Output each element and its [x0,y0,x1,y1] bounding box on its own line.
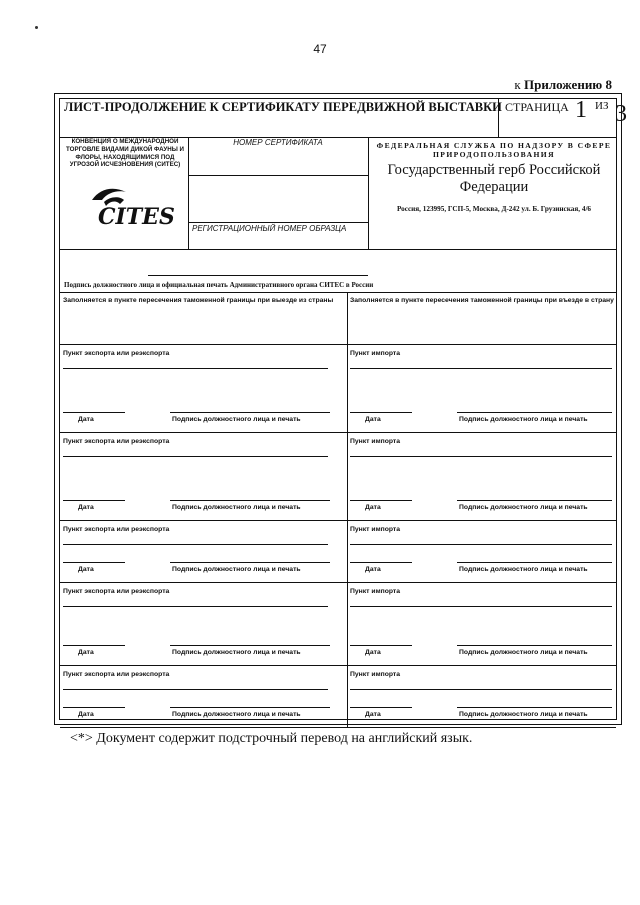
official-signature-label: Подпись должностного лица и печать [172,711,301,718]
page-number: 47 [313,42,327,56]
scan-speck [35,26,38,29]
endorsement-block [60,344,616,433]
appendix-reference [514,77,612,93]
official-signature-label: Подпись должностного лица и печать [172,416,301,423]
date-label: Дата [78,566,94,573]
import-point-line [350,368,612,369]
page-label: СТРАНИЦА [505,100,569,114]
import-column-header [347,292,616,345]
import-point-line [350,689,612,690]
official-signature-label: Подпись должностного лица и печать [459,416,588,423]
export-point-label: Пункт экспорта или реэкспорта [63,588,170,595]
divider [188,175,368,176]
appendix-prefix: к [514,77,521,92]
import-endorsement [347,344,616,432]
import-endorsement [347,665,616,727]
date-label: Дата [78,711,94,718]
import-point-label: Пункт импорта [350,438,401,445]
export-point-label: Пункт экспорта или реэкспорта [63,526,170,533]
endorsement-block [60,520,616,583]
certificate-number-label: НОМЕР СЕРТИФИКАТА [233,138,323,147]
authority-address: Россия, 123995, ГСП-5, Москва, Д-242 ул. Б. Грузинская, 4/6 [396,205,592,213]
signature-line [170,645,330,646]
date-line [63,562,125,563]
official-signature-label: Подпись должностного лица и печать [172,566,301,573]
date-label: Дата [365,416,381,423]
certificate-form [54,93,627,725]
official-signature-label: Подпись должностного лица и печать [459,649,588,656]
authority-signature-label: Подпись должностного лица и официальная печать Административного органа СИТЕС в России [64,281,374,289]
endorsement-block [60,665,616,728]
endorsement-block [60,582,616,666]
export-column-header [60,292,348,345]
import-point-line [350,456,612,457]
date-line [350,412,412,413]
title-row [60,99,502,138]
appendix-label: Приложению 8 [524,77,612,92]
footnote: <*> Документ содержит подстрочный перевод на английский язык. [70,731,473,746]
date-label: Дата [365,504,381,511]
export-point-line [63,456,328,457]
convention-text: КОНВЕНЦИЯ О МЕЖДУНАРОДНОЙ ТОРГОВЛЕ ВИДАМИ ДИКОЙ ФАУНЫ И ФЛОРЫ, НАХОДЯЩИМИСЯ ПОД УГРОЗОЙ ИСЧЕЗНОВЕНИЯ (СИТЕС) [66,138,184,169]
svg-text:CITES: CITES [98,204,175,230]
date-line [350,500,412,501]
export-point-label: Пункт экспорта или реэкспорта [63,671,170,678]
date-line [63,412,125,413]
date-line [350,707,412,708]
import-point-line [350,606,612,607]
date-label: Дата [78,504,94,511]
export-point-label: Пункт экспорта или реэкспорта [63,350,170,357]
date-label: Дата [365,649,381,656]
page-counter [498,97,627,138]
import-endorsement [347,520,616,582]
page-current: 1 [575,97,587,123]
export-endorsement [60,665,348,727]
page-total: 3 [615,101,627,127]
signature-line [170,562,330,563]
official-signature-label: Подпись должностного лица и печать [459,566,588,573]
endorsement-block [60,432,616,521]
import-point-label: Пункт импорта [350,526,401,533]
registration-number-label: РЕГИСТРАЦИОННЫЙ НОМЕР ОБРАЗЦА [192,224,347,233]
date-label: Дата [78,416,94,423]
header-section [60,137,616,250]
signature-line [170,707,330,708]
official-signature-label: Подпись должностного лица и печать [172,504,301,511]
import-header-text: Заполняется в пункте пересечения таможенной границы при въезде в страну [350,297,614,304]
date-line [63,645,125,646]
federal-service-name: ФЕДЕРАЛЬНАЯ СЛУЖБА ПО НАДЗОРУ В СФЕРЕ ПРИРОДОПОЛЬЗОВАНИЯ [376,141,612,160]
export-endorsement [60,344,348,432]
signature-line [457,412,612,413]
import-point-line [350,544,612,545]
coat-of-arms-placeholder: Государственный герб Российской Федерации [387,162,601,196]
import-point-label: Пункт импорта [350,350,401,357]
signature-line [170,412,330,413]
import-endorsement [347,582,616,665]
signature-line [170,500,330,501]
official-signature-label: Подпись должностного лица и печать [459,711,588,718]
export-point-line [63,689,328,690]
date-line [63,707,125,708]
export-point-line [63,606,328,607]
cites-logo [90,184,175,230]
divider [188,222,368,223]
export-point-line [63,544,328,545]
convention-cell [60,137,189,249]
official-signature-label: Подпись должностного лица и печать [172,649,301,656]
signature-line [457,645,612,646]
date-label: Дата [78,649,94,656]
export-endorsement [60,520,348,582]
signature-line [148,275,368,276]
export-endorsement [60,582,348,665]
certificate-number-cell [188,137,369,249]
form-title: ЛИСТ-ПРОДОЛЖЕНИЕ К СЕРТИФИКАТУ ПЕРЕДВИЖНОЙ ВЫСТАВКИ [64,100,502,114]
import-point-label: Пункт импорта [350,588,401,595]
date-label: Дата [365,566,381,573]
authority-cell [368,137,616,249]
date-line [350,645,412,646]
page-of-label: ИЗ [595,100,609,112]
import-point-label: Пункт импорта [350,671,401,678]
signature-line [457,500,612,501]
export-header-text: Заполняется в пункте пересечения таможенной границы при выезде из страны [63,297,334,304]
official-signature-label: Подпись должностного лица и печать [459,504,588,511]
form-inner-frame [59,97,627,720]
signature-line [457,707,612,708]
date-label: Дата [365,711,381,718]
export-point-line [63,368,328,369]
import-endorsement [347,432,616,520]
date-line [63,500,125,501]
export-endorsement [60,432,348,520]
export-point-label: Пункт экспорта или реэкспорта [63,438,170,445]
signature-line [457,562,612,563]
date-line [350,562,412,563]
